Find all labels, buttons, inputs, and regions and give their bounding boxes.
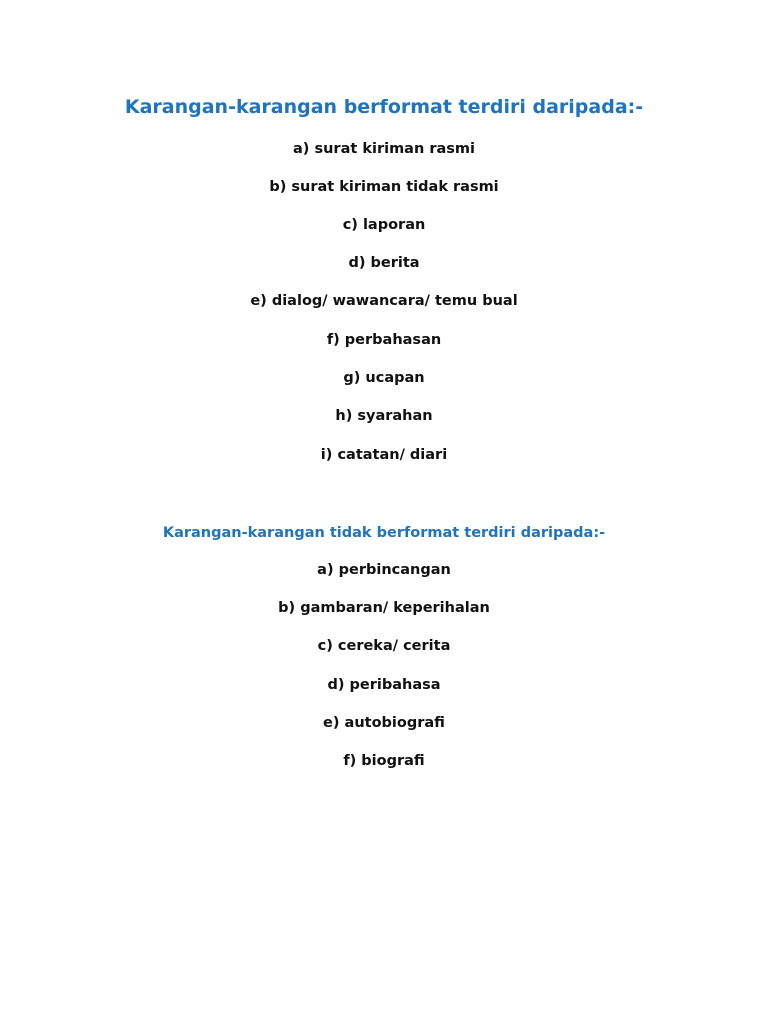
list-item: e) dialog/ wawancara/ temu bual xyxy=(250,293,518,309)
list-item: f) biografi xyxy=(343,753,425,769)
list-item: d) berita xyxy=(348,255,420,271)
list-item: c) laporan xyxy=(342,217,426,233)
formal-essays-heading: Karangan-karangan berformat terdiri daripada:- xyxy=(124,96,644,118)
list-item: i) catatan/ diari xyxy=(320,447,448,463)
list-item: c) cereka/ cerita xyxy=(317,638,451,654)
list-item: d) peribahasa xyxy=(327,677,441,693)
list-item: g) ucapan xyxy=(343,370,425,386)
list-item: a) surat kiriman rasmi xyxy=(293,141,475,157)
list-item: a) perbincangan xyxy=(317,562,451,578)
list-item: b) gambaran/ keperihalan xyxy=(278,600,490,616)
list-item: h) syarahan xyxy=(335,408,433,424)
list-item: f) perbahasan xyxy=(326,332,442,348)
informal-essays-heading: Karangan-karangan tidak berformat terdiri daripada:- xyxy=(162,525,606,541)
list-item: e) autobiografi xyxy=(323,715,445,731)
list-item: b) surat kiriman tidak rasmi xyxy=(269,179,499,195)
